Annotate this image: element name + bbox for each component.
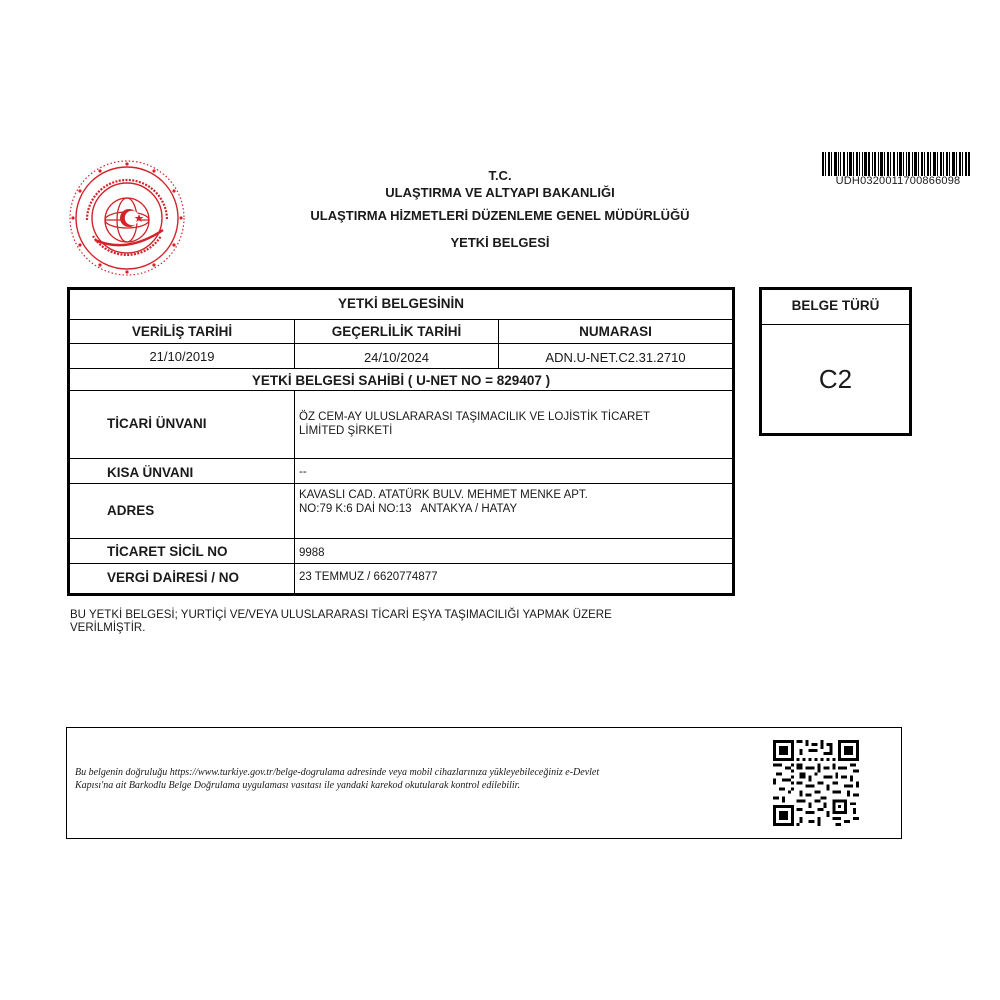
verification-box — [66, 727, 902, 839]
trade-registry-label: TİCARET SİCİL NO — [107, 544, 228, 559]
trade-name-label: TİCARİ ÜNVANI — [107, 416, 207, 431]
barcode-number: UDH0320011700866098 — [835, 175, 961, 187]
address-line1: KAVASLI CAD. ATATÜRK BULV. MEHMET MENKE APT. — [299, 489, 588, 501]
tax-office-value: 23 TEMMUZ / 6620774877 — [299, 571, 438, 583]
trade-name-line1: ÖZ CEM-AY ULUSLARARASI TAŞIMACILIK VE LOJİSTİK TİCARET — [299, 411, 651, 423]
address-line2: NO:79 K:6 DAİ NO:13 ANTAKYA / HATAY — [299, 503, 518, 515]
tax-office-label: VERGİ DAİRESİ / NO — [107, 570, 240, 585]
footnote-line2: VERİLMİŞTİR. — [70, 622, 146, 634]
country-heading: T.C. — [488, 168, 512, 183]
directorate-heading: ULAŞTIRMA HİZMETLERİ DÜZENLEME GENEL MÜDÜRLÜĞÜ — [310, 208, 690, 223]
ministry-seal-logo — [67, 158, 187, 278]
trade-name-value — [299, 410, 729, 438]
short-name-label: KISA ÜNVANI — [107, 465, 194, 480]
holder-title: YETKİ BELGESİ SAHİBİ ( U-NET NO = 829407 ) — [251, 373, 551, 388]
issue-date-value: 21/10/2019 — [149, 349, 215, 364]
address-value — [299, 488, 729, 516]
trade-registry-value: 9988 — [299, 547, 325, 559]
document-type-value: C2 — [818, 364, 853, 394]
certificate-table — [67, 287, 735, 596]
validity-date-header: GEÇERLİLİK TARİHİ — [331, 324, 462, 339]
number-header: NUMARASI — [579, 324, 652, 339]
document-title: YETKİ BELGESİ — [450, 235, 550, 250]
trade-name-line2: LİMİTED ŞİRKETİ — [299, 425, 393, 437]
footnote-line1: BU YETKİ BELGESİ; YURTİÇİ VE/VEYA ULUSLARARASI TİCARİ EŞYA TAŞIMACILIĞI YAPMAK ÜZERE — [70, 609, 612, 621]
issue-date-header: VERİLİŞ TARİHİ — [131, 324, 233, 339]
barcode-graphic — [822, 152, 970, 176]
short-name-value: -- — [299, 466, 307, 478]
certificate-number-value: ADN.U-NET.C2.31.2710 — [545, 350, 686, 365]
verification-text — [75, 766, 755, 792]
validity-date-value: 24/10/2024 — [363, 350, 430, 365]
verification-line2: Kapısı'na ait Barkodlu Belge Doğrulama uygulaması vasıtası ile yandaki karekod okutularak kontrol edilebilir. — [75, 780, 520, 791]
certificate-footnote — [70, 609, 710, 635]
qr-code[interactable] — [773, 740, 859, 826]
address-label: ADRES — [107, 503, 155, 518]
verification-line1: Bu belgenin doğruluğu https://www.turkiye.gov.tr/belge-dogrulama adresinde veya mobil cihazlarınıza yükleyebileceğiniz e-Devlet — [75, 767, 600, 778]
ministry-heading: ULAŞTIRMA VE ALTYAPI BAKANLIĞI — [385, 185, 615, 200]
section-title: YETKİ BELGESİNİN — [337, 296, 464, 311]
document-type-label: BELGE TÜRÜ — [791, 298, 880, 313]
document-type-box — [759, 287, 912, 436]
